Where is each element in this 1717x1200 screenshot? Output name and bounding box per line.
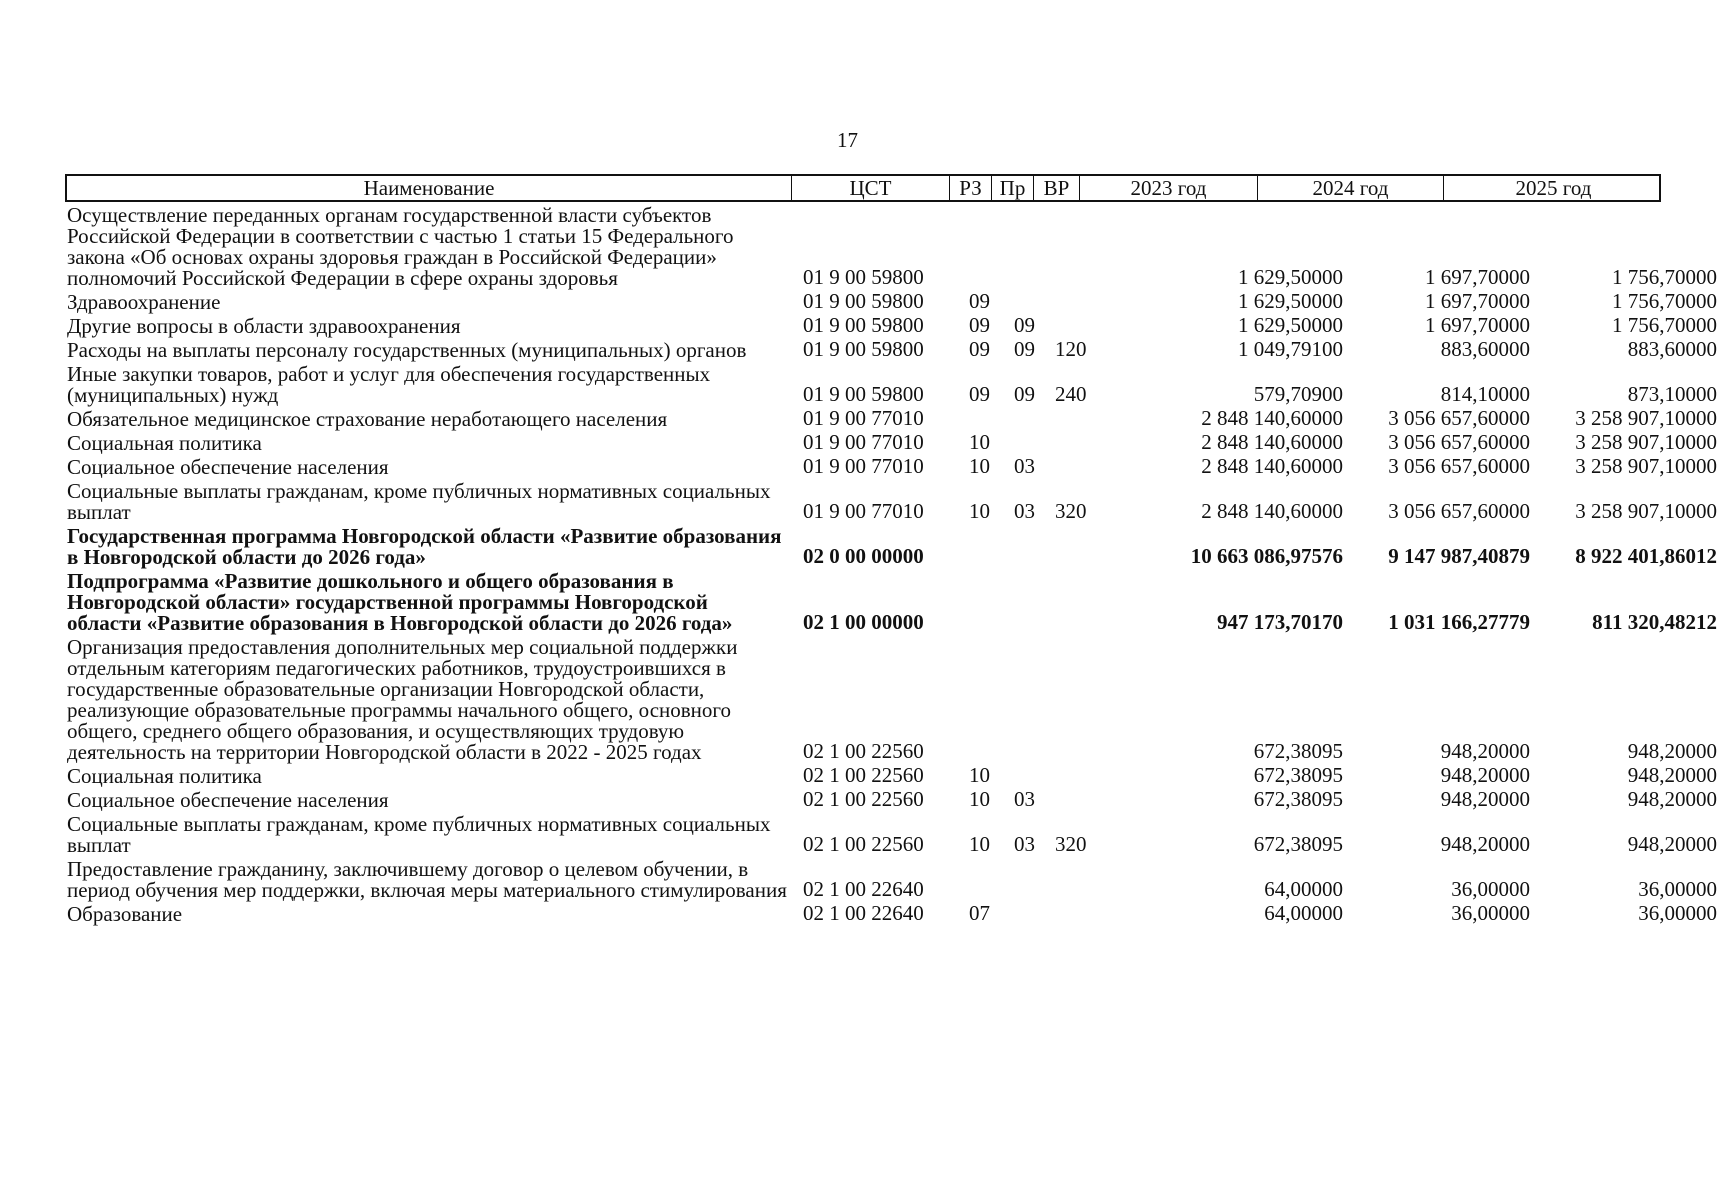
cell-rz: 10 bbox=[969, 763, 990, 787]
cell-2023: 1 629,50000 bbox=[1238, 265, 1343, 289]
cell-2023: 1 629,50000 bbox=[1238, 289, 1343, 313]
cell-name: Социальные выплаты гражданам, кроме публичных нормативных социальных выплат bbox=[67, 812, 771, 857]
cell-2024: 883,60000 bbox=[1440, 337, 1530, 361]
cell-cst: 01 9 00 59800 bbox=[803, 337, 924, 361]
cell-2024: 948,20000 bbox=[1440, 787, 1530, 811]
cell-rz: 10 bbox=[969, 454, 990, 478]
cell-2023: 64,00000 bbox=[1264, 877, 1343, 901]
header-cst: ЦСТ bbox=[791, 176, 949, 200]
cell-cst: 01 9 00 59800 bbox=[803, 313, 924, 337]
cell-2023: 10 663 086,97576 bbox=[1190, 544, 1343, 568]
header-2024: 2024 год bbox=[1257, 176, 1443, 200]
cell-2023: 2 848 140,60000 bbox=[1201, 499, 1343, 523]
cell-name: Другие вопросы в области здравоохранения bbox=[67, 314, 461, 338]
cell-2024: 948,20000 bbox=[1440, 739, 1530, 763]
cell-rz: 09 bbox=[969, 337, 990, 361]
table-row bbox=[65, 454, 1717, 479]
cell-pr: 03 bbox=[1014, 832, 1035, 856]
cell-rz: 10 bbox=[969, 832, 990, 856]
cell-name: Предоставление гражданину, заключившему договор о целевом обучении, в период обучения мер поддержки, включая меры материального стимулирования bbox=[67, 857, 787, 902]
header-2025: 2025 год bbox=[1443, 176, 1663, 200]
cell-pr: 09 bbox=[1014, 337, 1035, 361]
table-row bbox=[65, 289, 1717, 314]
cell-2023: 672,38095 bbox=[1253, 787, 1343, 811]
cell-2024: 1 697,70000 bbox=[1425, 265, 1530, 289]
cell-2023: 672,38095 bbox=[1253, 832, 1343, 856]
table-row bbox=[65, 763, 1717, 788]
table-row bbox=[65, 313, 1717, 338]
table-row bbox=[65, 361, 1717, 407]
cell-cst: 02 1 00 22560 bbox=[803, 739, 924, 763]
cell-rz: 10 bbox=[969, 430, 990, 454]
cell-2023: 672,38095 bbox=[1253, 739, 1343, 763]
table-row bbox=[65, 901, 1717, 926]
cell-cst: 02 0 00 00000 bbox=[803, 544, 924, 568]
cell-pr: 09 bbox=[1014, 382, 1035, 406]
cell-pr: 03 bbox=[1014, 454, 1035, 478]
cell-2024: 3 056 657,60000 bbox=[1388, 430, 1530, 454]
header-rz: РЗ bbox=[949, 176, 991, 200]
cell-name: Образование bbox=[67, 902, 183, 926]
cell-name: Иные закупки товаров, работ и услуг для обеспечения государственных (муниципальных) нужд bbox=[67, 362, 711, 407]
cell-2024: 36,00000 bbox=[1451, 877, 1530, 901]
cell-name: Организация предоставления дополнительных мер социальной поддержки отдельным категориям педагогических работников, трудоустроившихся в государственные образовательные организации Новгородской области, реализующие образовательные программы начального общего, основного общего, среднего общего образования, и осуществляющих трудовую деятельность на территории Новгородской области в 2022 - 2025 годах bbox=[67, 635, 738, 764]
table-body bbox=[65, 202, 1717, 926]
cell-cst: 02 1 00 22640 bbox=[803, 877, 924, 901]
cell-name: Осуществление переданных органам государственной власти субъектов Российской Федерации в соответствии с частью 1 статьи 15 Федерального закона «Об основах охраны здоровья граждан в Российской Федерации» полномочий Российской Федерации в сфере охраны здоровья bbox=[67, 203, 734, 290]
cell-2024: 3 056 657,60000 bbox=[1388, 499, 1530, 523]
table-row bbox=[65, 856, 1717, 902]
table-row bbox=[65, 430, 1717, 455]
table-row bbox=[65, 406, 1717, 431]
cell-cst: 01 9 00 77010 bbox=[803, 430, 924, 454]
cell-2025: 883,60000 bbox=[1627, 337, 1717, 361]
cell-name: Здравоохранение bbox=[67, 290, 221, 314]
cell-2025: 1 756,70000 bbox=[1612, 265, 1717, 289]
cell-2024: 1 697,70000 bbox=[1425, 289, 1530, 313]
cell-vr: 320 bbox=[1055, 832, 1087, 856]
table-header bbox=[65, 174, 1661, 202]
cell-rz: 09 bbox=[969, 313, 990, 337]
cell-name: Подпрограмма «Развитие дошкольного и общего образования в Новгородской области» государственной программы Новгородской области «Развитие образования в Новгородской области до 2026 года» bbox=[67, 569, 733, 635]
cell-vr: 120 bbox=[1055, 337, 1087, 361]
cell-2025: 3 258 907,10000 bbox=[1575, 430, 1717, 454]
cell-rz: 07 bbox=[969, 901, 990, 925]
page-number: 17 bbox=[837, 128, 858, 152]
cell-2024: 1 697,70000 bbox=[1425, 313, 1530, 337]
cell-cst: 02 1 00 22560 bbox=[803, 763, 924, 787]
cell-cst: 02 1 00 22560 bbox=[803, 787, 924, 811]
cell-name: Государственная программа Новгородской области «Развитие образования в Новгородской области до 2026 года» bbox=[67, 524, 782, 569]
cell-rz: 09 bbox=[969, 289, 990, 313]
cell-cst: 02 1 00 22560 bbox=[803, 832, 924, 856]
cell-pr: 03 bbox=[1014, 499, 1035, 523]
cell-2025: 811 320,48212 bbox=[1592, 610, 1717, 634]
cell-cst: 01 9 00 77010 bbox=[803, 454, 924, 478]
cell-2024: 3 056 657,60000 bbox=[1388, 406, 1530, 430]
cell-2025: 948,20000 bbox=[1627, 739, 1717, 763]
cell-2025: 3 258 907,10000 bbox=[1575, 406, 1717, 430]
cell-pr: 09 bbox=[1014, 313, 1035, 337]
cell-2023: 672,38095 bbox=[1253, 763, 1343, 787]
cell-name: Социальное обеспечение населения bbox=[67, 788, 389, 812]
cell-2023: 1 049,79100 bbox=[1238, 337, 1343, 361]
cell-2025: 873,10000 bbox=[1627, 382, 1717, 406]
cell-2024: 3 056 657,60000 bbox=[1388, 454, 1530, 478]
cell-2024: 814,10000 bbox=[1440, 382, 1530, 406]
cell-name: Расходы на выплаты персоналу государственных (муниципальных) органов bbox=[67, 338, 747, 362]
cell-2025: 3 258 907,10000 bbox=[1575, 454, 1717, 478]
cell-2023: 947 173,70170 bbox=[1217, 610, 1343, 634]
cell-rz: 10 bbox=[969, 499, 990, 523]
cell-2025: 8 922 401,86012 bbox=[1575, 544, 1717, 568]
cell-2025: 36,00000 bbox=[1638, 901, 1717, 925]
cell-rz: 10 bbox=[969, 787, 990, 811]
cell-2023: 2 848 140,60000 bbox=[1201, 454, 1343, 478]
header-vr: ВР bbox=[1033, 176, 1079, 200]
cell-name: Социальная политика bbox=[67, 431, 262, 455]
table-row bbox=[65, 523, 1717, 569]
cell-cst: 02 1 00 00000 bbox=[803, 610, 924, 634]
cell-2024: 36,00000 bbox=[1451, 901, 1530, 925]
cell-name: Обязательное медицинское страхование неработающего населения bbox=[67, 407, 668, 431]
cell-name: Социальная политика bbox=[67, 764, 262, 788]
cell-cst: 01 9 00 77010 bbox=[803, 499, 924, 523]
cell-2025: 948,20000 bbox=[1627, 763, 1717, 787]
cell-cst: 01 9 00 59800 bbox=[803, 265, 924, 289]
cell-2024: 9 147 987,40879 bbox=[1388, 544, 1530, 568]
cell-cst: 02 1 00 22640 bbox=[803, 901, 924, 925]
table-row bbox=[65, 634, 1717, 764]
cell-cst: 01 9 00 77010 bbox=[803, 406, 924, 430]
header-name: Наименование bbox=[363, 176, 495, 200]
cell-2023: 579,70900 bbox=[1253, 382, 1343, 406]
cell-2025: 1 756,70000 bbox=[1612, 289, 1717, 313]
cell-cst: 01 9 00 59800 bbox=[803, 382, 924, 406]
cell-name: Социальное обеспечение населения bbox=[67, 455, 389, 479]
cell-rz: 09 bbox=[969, 382, 990, 406]
cell-pr: 03 bbox=[1014, 787, 1035, 811]
cell-2025: 1 756,70000 bbox=[1612, 313, 1717, 337]
header-pr: Пр bbox=[991, 176, 1033, 200]
table-row bbox=[65, 337, 1717, 362]
table-row bbox=[65, 787, 1717, 812]
cell-2023: 2 848 140,60000 bbox=[1201, 406, 1343, 430]
cell-2024: 948,20000 bbox=[1440, 832, 1530, 856]
cell-vr: 320 bbox=[1055, 499, 1087, 523]
cell-cst: 01 9 00 59800 bbox=[803, 289, 924, 313]
cell-2023: 2 848 140,60000 bbox=[1201, 430, 1343, 454]
budget-table bbox=[65, 174, 1717, 926]
table-row bbox=[65, 568, 1717, 635]
table-row bbox=[65, 811, 1717, 857]
cell-2025: 948,20000 bbox=[1627, 787, 1717, 811]
table-row bbox=[65, 478, 1717, 524]
table-row bbox=[65, 202, 1717, 290]
cell-2025: 3 258 907,10000 bbox=[1575, 499, 1717, 523]
cell-2025: 36,00000 bbox=[1638, 877, 1717, 901]
cell-2023: 64,00000 bbox=[1264, 901, 1343, 925]
cell-2023: 1 629,50000 bbox=[1238, 313, 1343, 337]
cell-2025: 948,20000 bbox=[1627, 832, 1717, 856]
cell-vr: 240 bbox=[1055, 382, 1087, 406]
cell-2024: 1 031 166,27779 bbox=[1388, 610, 1530, 634]
cell-name: Социальные выплаты гражданам, кроме публичных нормативных социальных выплат bbox=[67, 479, 771, 524]
cell-2024: 948,20000 bbox=[1440, 763, 1530, 787]
header-2023: 2023 год bbox=[1079, 176, 1257, 200]
